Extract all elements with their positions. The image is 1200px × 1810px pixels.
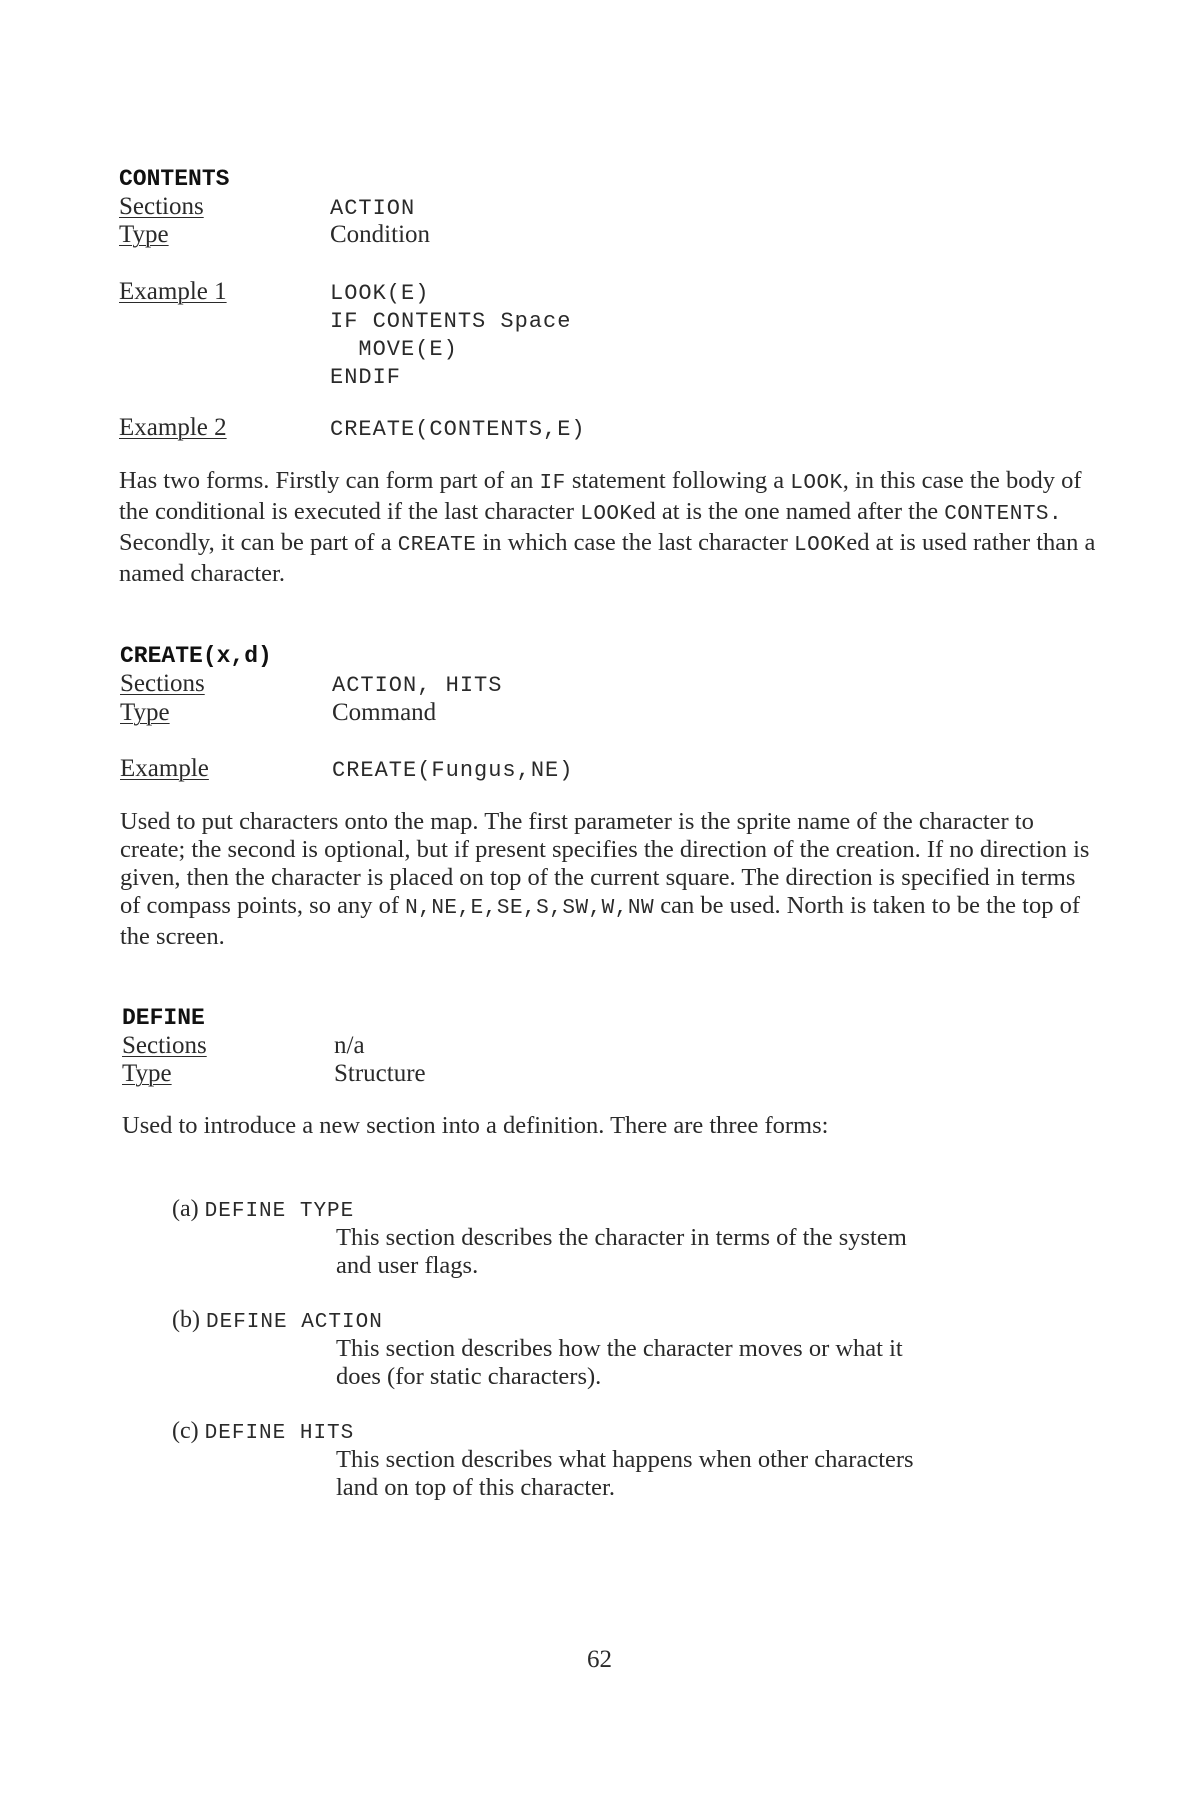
define-form-b-desc: This section describes how the character moves or what it does (for static characters). — [336, 1335, 903, 1390]
contents-example1-code — [330, 280, 571, 392]
define-form-a-tag: (a) DEFINE TYPE — [172, 1196, 355, 1223]
define-form-c-desc: This section describes what happens when other characters land on top of this character. — [336, 1446, 914, 1501]
page-number: 62 — [587, 1646, 612, 1673]
create-sections-label: Sections — [120, 670, 205, 697]
contents-example1-label: Example 1 — [119, 278, 227, 305]
create-example-code: CREATE(Fungus,NE) — [332, 758, 574, 783]
contents-example2-code: CREATE(CONTENTS,E) — [330, 417, 586, 442]
contents-type-label: Type — [119, 221, 169, 248]
define-sections-label: Sections — [122, 1032, 207, 1059]
contents-sections-label: Sections — [119, 193, 204, 220]
code-line: LOOK(E) — [330, 281, 430, 306]
create-heading: CREATE(x,d) — [120, 643, 272, 669]
create-example-label: Example — [120, 755, 209, 782]
create-sections-value: ACTION, HITS — [332, 673, 503, 698]
create-type-label: Type — [120, 699, 170, 726]
define-heading: DEFINE — [122, 1005, 205, 1031]
code-line: IF CONTENTS Space — [330, 309, 572, 334]
define-type-label: Type — [122, 1060, 172, 1087]
contents-type-value: Condition — [330, 221, 431, 248]
define-description: Used to introduce a new section into a definition. There are three forms: — [122, 1112, 829, 1139]
define-sections-value: n/a — [334, 1032, 365, 1059]
contents-sections-value: ACTION — [330, 196, 416, 221]
code-line: MOVE(E) — [330, 337, 458, 362]
define-type-value: Structure — [334, 1060, 426, 1087]
contents-heading: CONTENTS — [119, 166, 230, 192]
define-form-b-tag: (b) DEFINE ACTION — [172, 1307, 383, 1334]
create-type-value: Command — [332, 699, 437, 726]
contents-description: Has two forms. Firstly can form part of an IF statement following a LOOK, in this case the body of the conditional is executed if the last character LOOKed at is the one named after the CONTENTS. Secondly, it can be part of a CREATE in which case the last character LOOKed at is used rather than a named character. — [119, 467, 1096, 587]
create-description: Used to put characters onto the map. The first parameter is the sprite name of the character to create; the second is optional, but if present specifies the direction of the creation. If no direction is given, then the character is placed on top of the current square. The direction is specified in terms of compass points, so any of N,NE,E,SE,S,SW,W,NW can be used. North is taken to be the top of the screen. — [120, 808, 1090, 950]
define-form-a-desc: This section describes the character in terms of the system and user flags. — [336, 1224, 907, 1279]
define-form-c-tag: (c) DEFINE HITS — [172, 1418, 355, 1445]
code-line: ENDIF — [330, 365, 402, 390]
contents-example2-label: Example 2 — [119, 414, 227, 441]
